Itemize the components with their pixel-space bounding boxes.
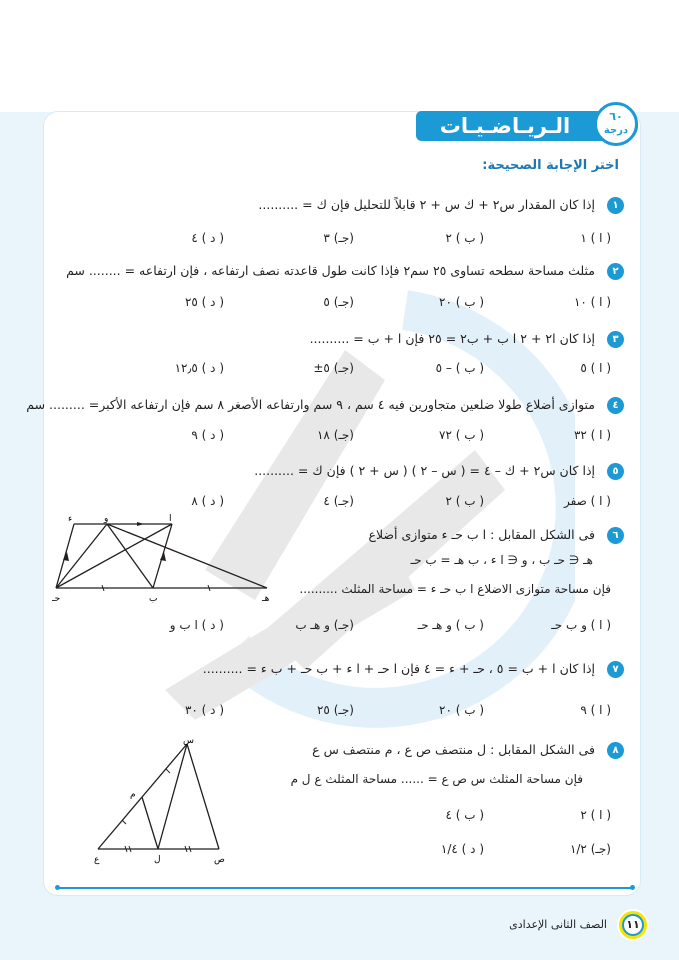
question-text: إذا كان س٢ + ك – ٤ = ( س – ٢ ) ( س + ٢ ) فإن ك = .......... bbox=[254, 463, 595, 478]
option-b[interactable]: ( ب ) ٢ bbox=[445, 231, 484, 245]
option-b[interactable]: ( ب ) ٢٠ bbox=[439, 295, 484, 309]
question-number: ٥ bbox=[607, 463, 624, 480]
vertex-label: و bbox=[104, 514, 109, 524]
question-prompt: فإن مساحة متوازى الاضلاع ا ب حـ ء = مساحة المثلث .......... bbox=[299, 582, 611, 596]
question-prompt: فإن مساحة المثلث س ص ع = ...... مساحة المثلث ع ل م bbox=[290, 772, 583, 786]
option-b[interactable]: ( ب ) ٢ bbox=[445, 494, 484, 508]
vertex-label: ص bbox=[214, 855, 225, 865]
question-text: إذا كان ا + ب = ٥ ، حـ + ء = ٤ فإن ا حـ + ا ء + ب حـ + ب ء = .......... bbox=[202, 661, 595, 676]
question-number: ٧ bbox=[607, 661, 624, 678]
vertex-label: ا bbox=[169, 514, 172, 524]
option-d[interactable]: ( د ) ٩ bbox=[191, 428, 224, 442]
option-a[interactable]: ( ا ) صفر bbox=[563, 494, 611, 508]
vertex-label: س bbox=[183, 736, 194, 746]
option-d[interactable]: ( د ) ١٢٫٥ bbox=[174, 361, 224, 375]
question-text: متوازى أضلاع طولا ضلعين متجاورين فيه ٤ سم ، ٩ سم وارتفاعه الأصغر ٨ سم فإن ارتفاعه الأكبر= ......... سم bbox=[26, 397, 595, 412]
vertex-label: ل bbox=[154, 855, 161, 865]
triangle-figure bbox=[92, 736, 227, 868]
question-text: إذا كان المقدار س٢ + ك س + ٢ قابلاً للتحليل فإن ك = .......... bbox=[258, 197, 595, 212]
vertex-label: م bbox=[130, 790, 136, 800]
option-c[interactable]: (جـ) ٥± bbox=[313, 361, 354, 375]
option-a[interactable]: ( ا ) ٩ bbox=[580, 703, 611, 717]
option-c[interactable]: (جـ) ٣ bbox=[323, 231, 354, 245]
question-given: هـ ∈ حـ ب ، و ∈ ا ء ، ب هـ = ب حـ bbox=[410, 553, 593, 567]
option-d[interactable]: ( د ) ٤ bbox=[191, 231, 224, 245]
question-text: مثلث مساحة سطحه تساوى ٢٥ سم٢ فإذا كانت طول قاعدته نصف ارتفاعه ، فإن ارتفاعه = ........ سم bbox=[66, 263, 595, 278]
option-d[interactable]: ( د ) ٨ bbox=[191, 494, 224, 508]
parallelogram-figure bbox=[52, 512, 272, 604]
score-badge bbox=[594, 102, 638, 146]
question-text: فى الشكل المقابل : ا ب حـ ء متوازى أضلاع bbox=[368, 527, 595, 542]
question-number: ٣ bbox=[607, 331, 624, 348]
option-a[interactable]: ( ا ) و ب حـ bbox=[551, 618, 611, 632]
vertex-label: حـ bbox=[52, 594, 61, 604]
option-c[interactable]: (جـ) ٥ bbox=[323, 295, 354, 309]
page-number: ١١ bbox=[622, 914, 644, 936]
option-d[interactable]: ( د ) ا ب و bbox=[169, 618, 224, 632]
option-c[interactable]: (جـ) و هـ ب bbox=[295, 618, 354, 632]
question-number: ٦ bbox=[607, 527, 624, 544]
option-b[interactable]: ( ب ) ٤ bbox=[445, 808, 484, 822]
option-d[interactable]: ( د ) ١/٤ bbox=[440, 842, 484, 856]
option-a[interactable]: ( ا ) ٢ bbox=[580, 808, 611, 822]
question-number: ٨ bbox=[607, 742, 624, 759]
option-a[interactable]: ( ا ) ١ bbox=[580, 231, 611, 245]
grade-label: الصف الثانى الإعدادى bbox=[509, 918, 607, 931]
question-number: ١ bbox=[607, 197, 624, 214]
option-a[interactable]: ( ا ) ١٠ bbox=[573, 295, 611, 309]
option-b[interactable]: ( ب ) – ٥ bbox=[435, 361, 484, 375]
instruction: اختر الإجابة الصحيحة: bbox=[482, 158, 619, 173]
option-c[interactable]: (جـ) ٢٥ bbox=[316, 703, 354, 717]
question-number: ٢ bbox=[607, 263, 624, 280]
option-b[interactable]: ( ب ) ٧٢ bbox=[439, 428, 484, 442]
option-d[interactable]: ( د ) ٢٥ bbox=[184, 295, 224, 309]
option-a[interactable]: ( ا ) ٥ bbox=[580, 361, 611, 375]
option-c[interactable]: (جـ) ٤ bbox=[323, 494, 354, 508]
question-number: ٤ bbox=[607, 397, 624, 414]
score-value: ٦٠ bbox=[609, 110, 623, 123]
score-label: درجة bbox=[603, 125, 629, 136]
subject-title: الـريـاضـيـات bbox=[439, 114, 571, 138]
option-b[interactable]: ( ب ) و هـ حـ bbox=[417, 618, 484, 632]
bottom-rule bbox=[58, 887, 632, 889]
option-c[interactable]: (جـ) ١/٢ bbox=[569, 842, 611, 856]
option-d[interactable]: ( د ) ٣٠ bbox=[184, 703, 224, 717]
rule-dot bbox=[630, 885, 635, 890]
vertex-label: هـ bbox=[262, 594, 270, 604]
question-text: فى الشكل المقابل : ل منتصف ص ع ، م منتصف س ع bbox=[312, 742, 595, 757]
vertex-label: ء bbox=[68, 514, 73, 524]
option-c[interactable]: (جـ) ١٨ bbox=[316, 428, 354, 442]
vertex-label: ب bbox=[149, 594, 158, 604]
page-top-background bbox=[0, 0, 679, 112]
option-a[interactable]: ( ا ) ٣٢ bbox=[573, 428, 611, 442]
vertex-label: ع bbox=[94, 855, 100, 865]
question-text: إذا كان ا٢ + ٢ ا ب + ب٢ = ٢٥ فإن ا + ب = .......... bbox=[309, 331, 595, 346]
option-b[interactable]: ( ب ) ٢٠ bbox=[439, 703, 484, 717]
